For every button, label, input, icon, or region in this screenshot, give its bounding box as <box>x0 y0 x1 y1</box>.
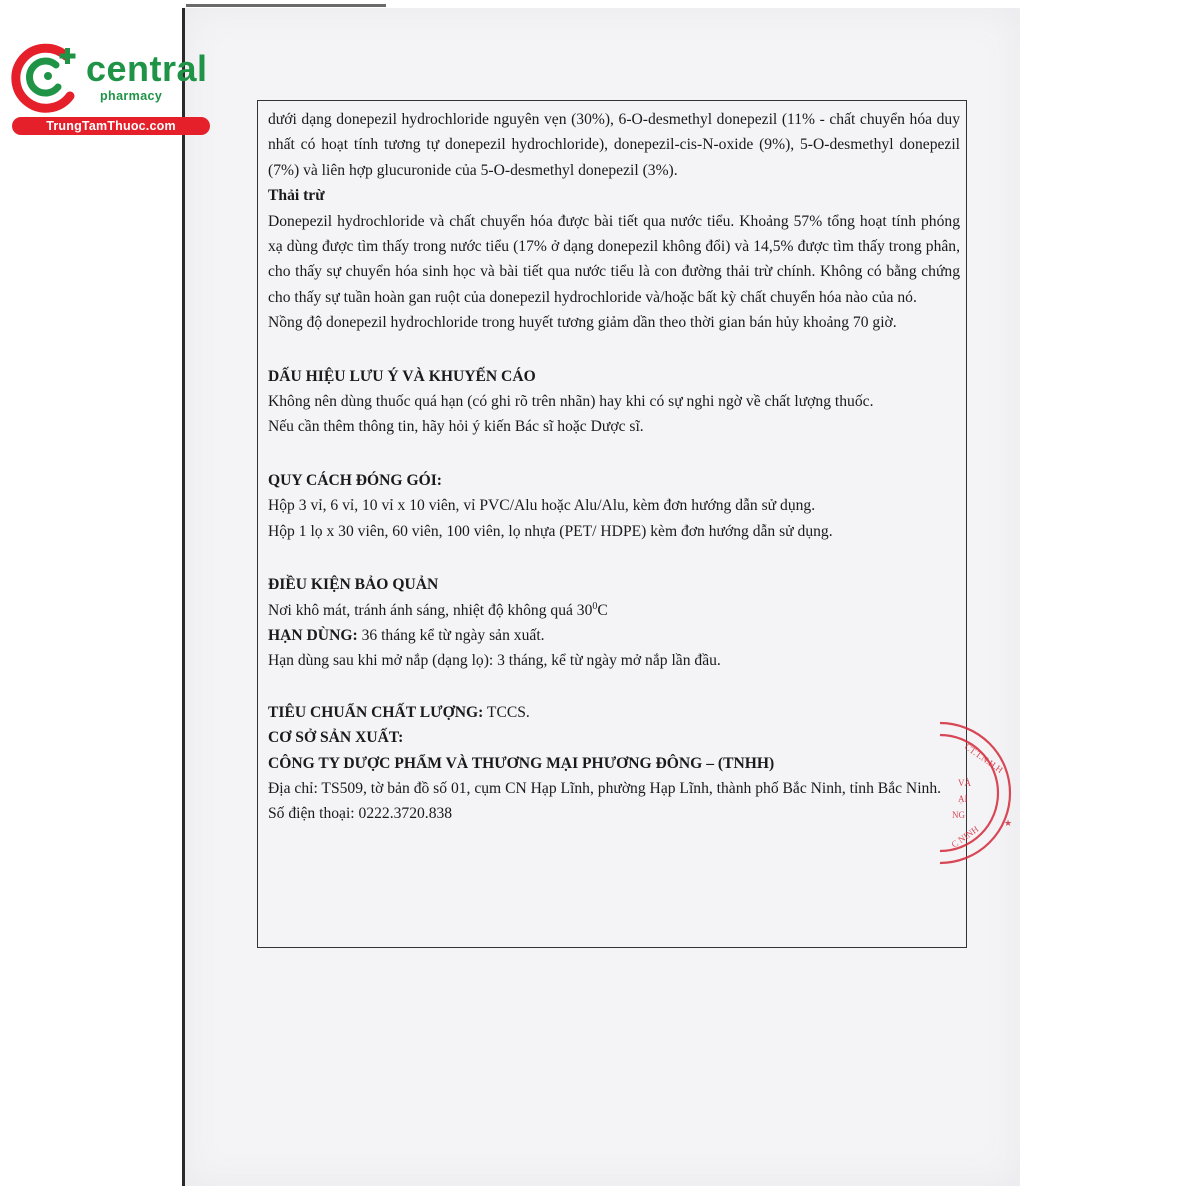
page-top-mark <box>186 4 386 7</box>
packaging-line-2: Hộp 1 lọ x 30 viên, 60 viên, 100 viên, lọ nhựa (PET/ HDPE) kèm đơn hướng dẫn sử dụng. <box>268 522 833 540</box>
central-logo-icon <box>8 38 88 116</box>
storage-degree: 0 <box>592 600 598 612</box>
central-pharmacy-logo[interactable] <box>8 38 218 138</box>
storage-text: Nơi khô mát, tránh ánh sáng, nhiệt độ không quá 30 <box>268 601 593 619</box>
manufacturer-phone: Số điện thoại: 0222.3720.838 <box>268 805 453 823</box>
logo-subtitle: pharmacy <box>100 89 163 103</box>
manufacturer-heading: CƠ SỞ SẢN XUẤT: <box>268 729 404 747</box>
packaging-line-1: Hộp 3 vỉ, 6 vỉ, 10 vỉ x 10 viên, vỉ PVC/Alu hoặc Alu/Alu, kèm đơn hướng dẫn sử dụng. <box>268 497 816 515</box>
svg-text:ẠI: ẠI <box>958 794 968 804</box>
standard-line <box>268 700 960 725</box>
company-stamp <box>940 718 1016 868</box>
expiry-line <box>268 623 960 648</box>
storage-heading: ĐIỀU KIỆN BẢO QUẢN <box>268 576 439 594</box>
svg-text:VÀ: VÀ <box>958 778 971 788</box>
svg-text:C NINH: C NINH <box>949 823 981 850</box>
stamp-seal-icon <box>940 718 1016 868</box>
storage-line <box>268 598 960 623</box>
expiry-open-line: Hạn dùng sau khi mở nắp (dạng lọ): 3 tháng, kể từ ngày mở nắp lần đầu. <box>268 652 721 670</box>
document-content-box <box>257 100 967 948</box>
logo-brand: central <box>86 48 208 89</box>
standard-label: TIÊU CHUẨN CHẤT LƯỢNG: <box>268 703 484 721</box>
expiry-label: HẠN DÙNG: <box>268 626 358 644</box>
elimination-half-life: Nồng độ donepezil hydrochloride trong huyết tương giảm dần theo thời gian bán hủy khoảng 70 giờ. <box>268 314 897 332</box>
elimination-heading: Thải trừ <box>268 187 325 205</box>
svg-text:NG: NG <box>952 810 965 820</box>
svg-text:CT.T.N.H.H: CT.T.N.H.H <box>962 741 1005 775</box>
packaging-heading: QUY CÁCH ĐÓNG GÓI: <box>268 471 442 489</box>
manufacturer-address: Địa chỉ: TS509, tờ bản đồ số 01, cụm CN Hạp Lĩnh, phường Hạp Lĩnh, thành phố Bắc Ninh, tỉnh Bắc Ninh. <box>268 779 942 797</box>
svg-text:★: ★ <box>1004 818 1013 828</box>
manufacturer-name: CÔNG TY DƯỢC PHẨM VÀ THƯƠNG MẠI PHƯƠNG ĐÔNG – (TNHH) <box>268 754 775 772</box>
logo-url-badge[interactable]: TrungTamThuoc.com <box>12 117 210 135</box>
warning-heading: DẤU HIỆU LƯU Ý VÀ KHUYẾN CÁO <box>268 367 536 385</box>
storage-unit: C <box>597 601 608 619</box>
expiry-value: 36 tháng kể từ ngày sản xuất. <box>357 626 545 644</box>
warning-line-2: Nếu cần thêm thông tin, hãy hỏi ý kiến Bác sĩ hoặc Dược sĩ. <box>268 418 644 436</box>
page-edge <box>182 8 185 1186</box>
metabolism-paragraph: dưới dạng donepezil hydrochloride nguyên vẹn (30%), 6-O-desmethyl donepezil (11% - chất chuyển hóa duy nhất có hoạt tính tương tự donepezil hydrochloride), donepezil-cis-N-oxide (9%), 5-O-desmethyl donepezil (7%) và liên hợp glucuronide của 5-O-desmethyl donepezil (3%). <box>268 111 960 179</box>
warning-line-1: Không nên dùng thuốc quá hạn (có ghi rõ trên nhãn) hay khi có sự nghi ngờ về chất lượng thuốc. <box>268 393 874 411</box>
standard-value: TCCS. <box>483 703 530 721</box>
elimination-paragraph: Donepezil hydrochloride và chất chuyển hóa được bài tiết qua nước tiểu. Khoảng 57% tổng hoạt tính phóng xạ dùng được tìm thấy trong nước tiểu (17% ở dạng donepezil không đổi) và 14,5% được tìm thấy trong phân, cho thấy sự chuyển hóa sinh học và bài tiết qua nước tiểu là con đường thải trừ chính. Không có bằng chứng cho thấy sự tuần hoàn gan ruột của donepezil hydrochloride và/hoặc bất kỳ chất chuyển hóa nào của nó. <box>268 212 960 306</box>
